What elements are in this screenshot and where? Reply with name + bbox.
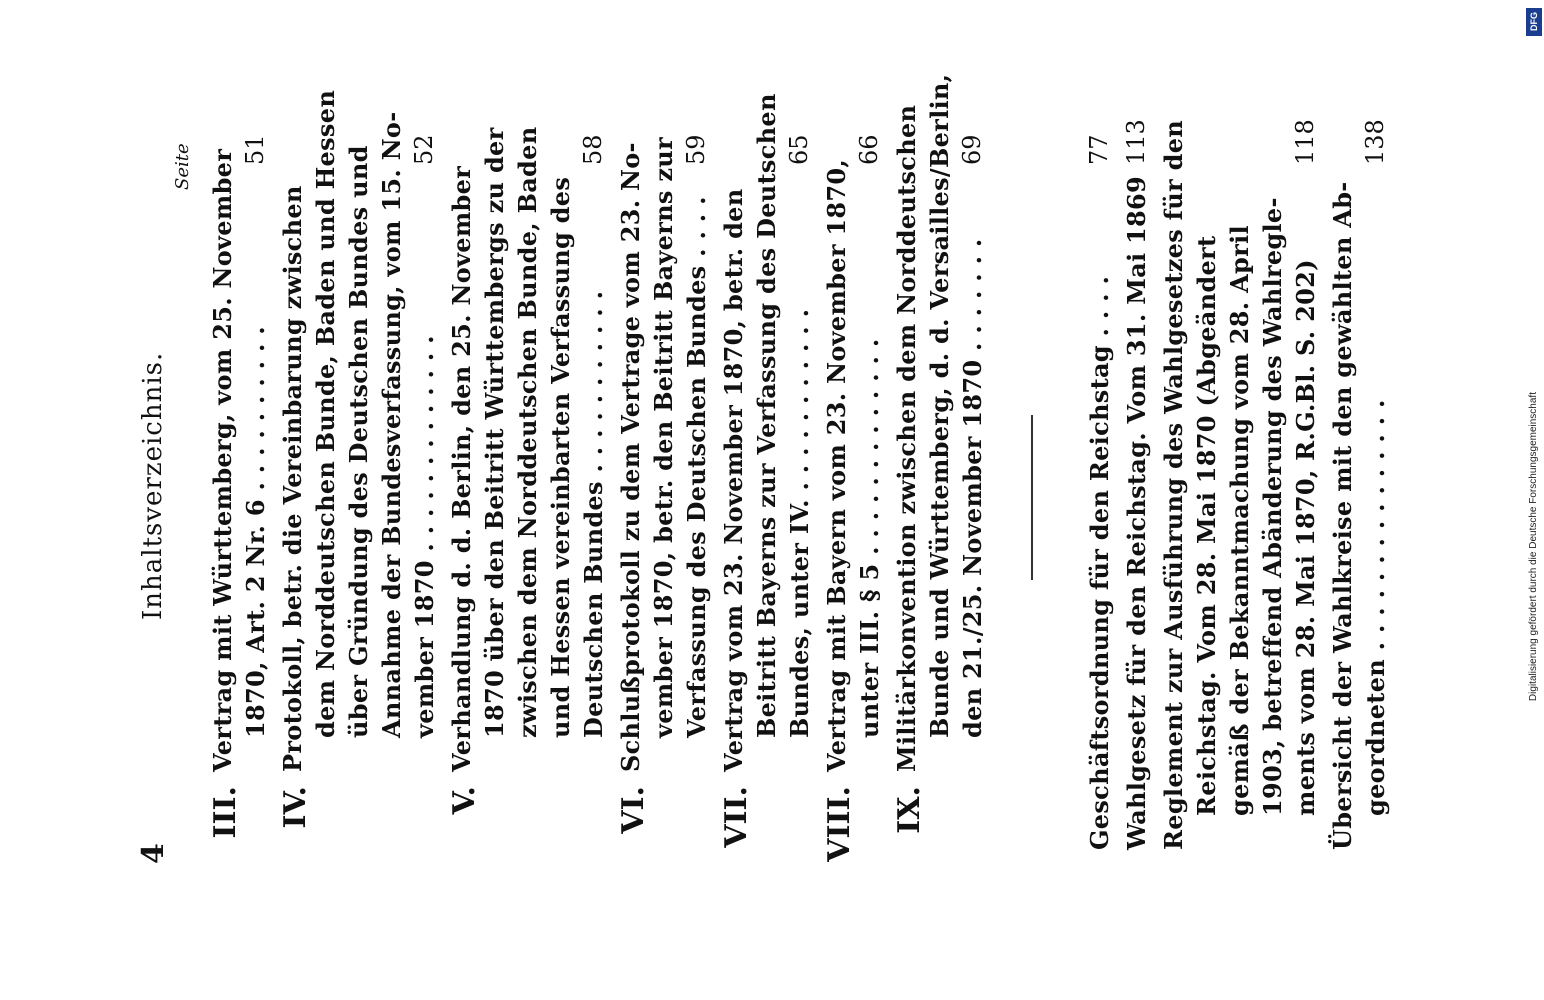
section-line: über Gründung des Deutschen Bundes und	[344, 145, 373, 738]
appendix-page-number: 138	[1361, 119, 1389, 165]
section-line: 1870, Art. 2 Nr. 6 . . . . . . . . . .	[241, 326, 270, 738]
appendix-page-number: 113	[1122, 119, 1150, 165]
dfg-logo: DFG	[1526, 8, 1542, 36]
appendix-line: ments vom 28. Mai 1870, R.G.Bl. S. 202)	[1291, 259, 1320, 816]
section-page-number: 69	[958, 134, 986, 165]
appendix-line: Wahlgesetz für den Reichstag. Vom 31. Mai 1869	[1122, 175, 1151, 850]
section-line: Verhandlung d. d. Berlin, den 25. November	[447, 165, 476, 772]
section-line: den 21./25. November 1870 . . . . . . .	[958, 238, 987, 738]
section-page-number: 65	[785, 134, 813, 165]
appendix-page-number: 77	[1085, 134, 1113, 165]
section-line: vember 1870 . . . . . . . . . . . . .	[410, 335, 439, 738]
section-numeral: V.	[447, 786, 482, 815]
section-line: 1870 über den Beitritt Württembergs zu der	[480, 127, 509, 738]
appendix-line: geordneten . . . . . . . . . . . . . . .	[1361, 399, 1390, 816]
appendix-line: Übersicht der Wahlkreise mit den gewählten Ab-	[1328, 181, 1357, 850]
section-page-number: 52	[410, 134, 438, 165]
section-line: Verfassung des Deutschen Bundes . . . .	[682, 196, 711, 738]
appendix-line: gemäß der Bekanntmachung vom 28. April	[1225, 225, 1254, 816]
section-numeral: VIII.	[822, 786, 857, 862]
section-numeral: III.	[208, 786, 243, 839]
appendix-page-number: 118	[1291, 119, 1319, 165]
section-line: Bundes, unter IV. . . . . . . . . . . .	[785, 308, 814, 738]
section-numeral: VII.	[719, 786, 754, 848]
appendix-line: Reichstag. Vom 28. Mai 1870 (Abgeändert	[1192, 235, 1221, 816]
section-page-number: 58	[579, 134, 607, 165]
section-divider	[1031, 415, 1033, 580]
seite-label: Seite	[172, 143, 193, 190]
section-line: zwischen dem Norddeutschen Bunde, Baden	[513, 126, 542, 738]
section-line: Vertrag vom 23. November 1870, betr. den	[719, 188, 748, 772]
section-line: Deutschen Bundes . . . . . . . . . . .	[579, 290, 608, 738]
section-line: Militärkonvention zwischen dem Norddeutschen	[892, 104, 921, 772]
section-line: Schlußprotokoll zu dem Vertrage vom 23. No-	[616, 142, 645, 772]
section-line: unter III. § 5 . . . . . . . . . . . . .	[855, 338, 884, 738]
section-line: Protokoll, betr. die Vereinbarung zwischen	[278, 185, 307, 772]
section-line: Vertrag mit Württemberg, vom 25. November	[208, 148, 237, 772]
section-numeral: VI.	[616, 786, 651, 834]
section-page-number: 66	[855, 134, 883, 165]
section-numeral: IX.	[892, 786, 927, 834]
section-line: Vertrag mit Bayern vom 23. November 1870,	[822, 158, 851, 772]
section-line: vember 1870, betr. den Beitritt Bayerns zur	[649, 137, 678, 738]
appendix-line: Geschäftsordnung für den Reichstag . . . .	[1085, 275, 1114, 850]
section-line: Beitritt Bayerns zur Verfassung des Deutschen	[752, 93, 781, 738]
section-line: Annahme der Bundesverfassung, vom 15. No-	[377, 111, 406, 738]
section-line: und Hessen vereinbarten Verfassung des	[546, 176, 575, 738]
section-line: dem Norddeutschen Bunde, Baden und Hessen	[311, 89, 340, 738]
page-number: 4	[136, 843, 171, 864]
section-page-number: 51	[241, 134, 269, 165]
section-numeral: IV.	[278, 786, 313, 829]
section-line: Bunde und Württemberg, d. d. Versailles/Berlin,	[925, 73, 954, 738]
appendix-line: Reglement zur Ausführung des Wahlgesetzes für den	[1159, 119, 1188, 850]
section-page-number: 59	[682, 134, 710, 165]
page-title: Inhaltsverzeichnis.	[138, 351, 168, 620]
appendix-line: 1903, betreffend Abänderung des Wahlregle-	[1258, 197, 1287, 816]
funding-note: Digitalisierung gefördert durch die Deutsche Forschungsgemeinschaft	[1528, 392, 1539, 702]
